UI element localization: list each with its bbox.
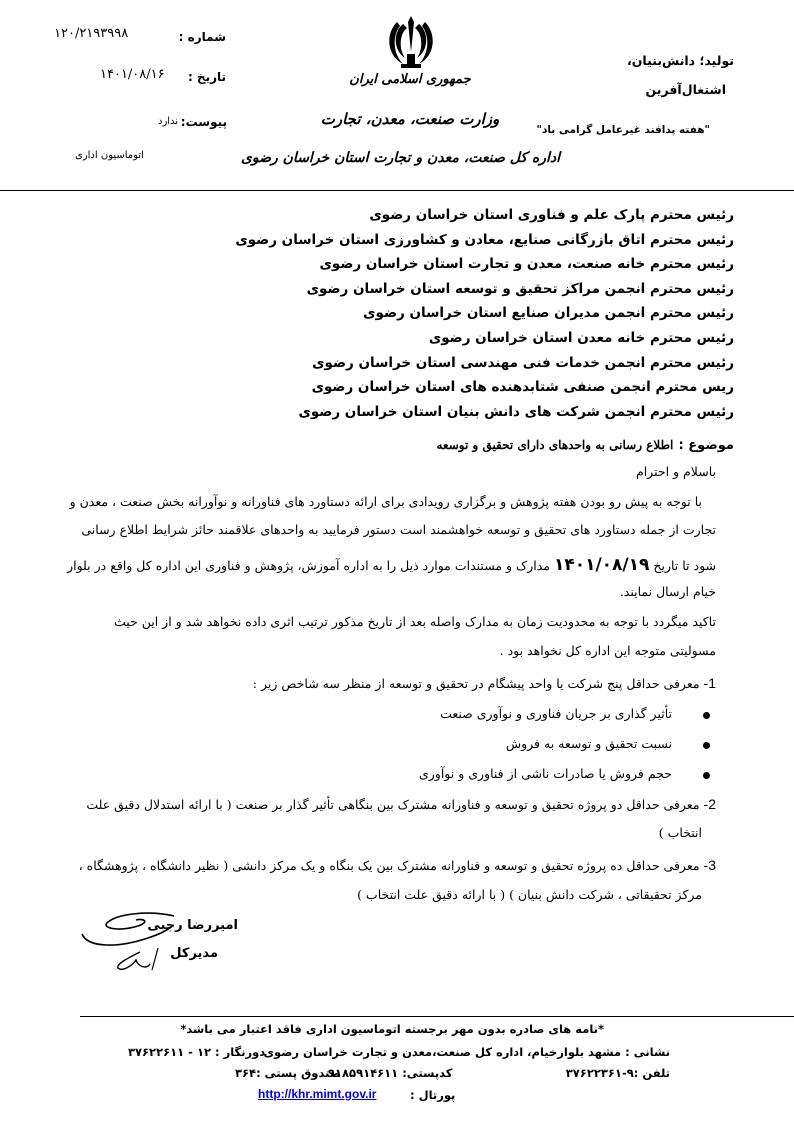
subject-text: اطلاع رسانی به واحدهای دارای تحقیق و توسعه — [436, 438, 674, 452]
letter-number: ۱۲۰/۲۱۹۳۹۹۸ — [54, 26, 129, 41]
letter-number-label: شماره : — [178, 30, 226, 44]
recipient-item: رئیس محترم انجمن شرکت های دانش بنیان استان خراسان رضوی — [298, 403, 734, 420]
para1-line1: با توجه به پیش رو بودن هفته پژوهش و برگزاری رویدادی برای ارائه دستاورد های فناورانه و نوآورانه بخش صنعت ، معدن و — [69, 494, 702, 509]
deadline-date: ۱۴۰۱/۰۸/۱۹ — [553, 555, 650, 575]
bullet-icon — [703, 712, 710, 719]
para2-line2: مسولیتی متوجه این اداره کل نخواهد بود . — [499, 643, 716, 658]
para2-line1: تاکید میگردد با توجه به محدودیت زمان به مدارک واصله بعد از تاریخ مذکور ترتیب اثری داده نخواهد شد و از این حیث — [113, 614, 716, 629]
list-item-continued: انتخاب ) — [658, 825, 702, 840]
para1-line4: خیام ارسال نمایند. — [619, 584, 716, 599]
bullet-item: حجم فروش یا صادرات ناشی از فناوری و نوآوری — [418, 766, 672, 781]
recipient-item: رئیس محترم خانه معدن استان خراسان رضوی — [428, 329, 734, 346]
recipient-item: رئیس محترم اتاق بازرگانی صنایع، معادن و کشاورزی استان خراسان رضوی — [235, 231, 734, 248]
recipient-item: رئیس محترم انجمن مراکز تحقیق و توسعه استان خراسان رضوی — [306, 280, 734, 297]
para1-line2: تجارت از جمله دستاورد های تحقیق و توسعه خواهشمند است دستور فرمایید به واحدهای علاقمند حائز شرایط اطلاع رسانی — [81, 522, 716, 537]
bullet-icon — [703, 772, 710, 779]
attachment-label: پیوست: — [180, 115, 227, 129]
footer-divider — [80, 1016, 794, 1017]
office-title: اداره کل صنعت، معدن و تجارت استان خراسان رضوی — [240, 150, 560, 166]
list-item-continued: مرکز تحقیقاتی ، شرکت دانش بنیان ) ( با ارائه دقیق علت انتخاب ) — [357, 887, 702, 902]
list-item: 1- معرفی حداقل پنج شرکت یا واحد پیشگام در تحقیق و توسعه از منظر سه شاخص زیر : — [252, 675, 716, 691]
iran-emblem-icon — [387, 12, 435, 70]
automation-note: اتوماسیون اداری — [75, 150, 144, 161]
signatory-title: مدیرکل — [170, 946, 218, 961]
footer-phone: تلفن :۹-۳۷۶۲۲۳۶۱ — [565, 1066, 670, 1080]
footer-address: نشانی : مشهد بلوارخیام، اداره کل صنعت،معدن و تجارت خراسان رضوی — [263, 1045, 670, 1059]
footer-po-box: صندوق پستی :۳۶۴ — [235, 1066, 341, 1080]
republic-title: جمهوری اسلامی ایران — [349, 72, 471, 87]
list-item: 2- معرفی حداقل دو پروژه تحقیق و توسعه و فناورانه مشترک بین بنگاهی تأثیر گذار بر صنعت ( با ارائه استدلال دقیق علت — [86, 796, 716, 812]
footer-fax: دورنگار : ۱۲ - ۳۷۶۲۲۶۱۱ — [128, 1045, 266, 1059]
header-divider — [0, 190, 794, 191]
recipient-item: ریس محترم انجمن صنفی شتابدهنده های استان خراسان رضوی — [311, 379, 734, 396]
subject-line — [436, 434, 734, 453]
para1-line3: شود تا تاریخ ۱۴۰۱/۰۸/۱۹ مدارک و مستندات موارد ذیل را به اداره آموزش، پژوهش و فناوری این اداره کل واقع در بلوار — [67, 555, 716, 575]
recipient-item: رئیس محترم انجمن خدمات فنی مهندسی استان خراسان رضوی — [312, 354, 734, 371]
recipient-item: رئیس محترم خانه صنعت، معدن و تجارت استان خراسان رضوی — [319, 256, 734, 273]
signatory-name: امیررضا رجبی — [147, 918, 238, 933]
bullet-item: نسبت تحقیق و توسعه به فروش — [505, 736, 672, 751]
ministry-title: وزارت صنعت، معدن، تجارت — [320, 110, 500, 128]
recipient-item: رئیس محترم پارک علم و فناوری استان خراسان رضوی — [369, 207, 734, 223]
slogan-line2: اشتغال‌آفرین — [645, 82, 726, 97]
recipient-list — [174, 203, 734, 424]
letter-date: ۱۴۰۱/۰۸/۱۶ — [100, 67, 165, 82]
validity-notice: *نامه های صادره بدون مهر برجسته اتوماسیون اداری فاقد اعتبار می باشد* — [180, 1022, 604, 1036]
portal-label: پورتال : — [410, 1088, 456, 1102]
list-item: 3- معرفی حداقل ده پروژه تحقیق و توسعه و فناورانه مشترک بین یک بنگاه و یک مرکز دانشی ( نظیر دانشگاه ، پژوهشگاه ، — [78, 857, 716, 873]
bullet-item: تأثیر گذاری بر جریان فناوری و نوآوری صنعت — [440, 706, 672, 721]
subject-label: موضوع : — [678, 438, 734, 453]
slogan-line1: تولید؛ دانش‌بنیان، — [627, 53, 734, 68]
portal-link[interactable]: http://khr.mimt.gov.ir — [258, 1087, 377, 1101]
greeting: باسلام و احترام — [635, 464, 716, 479]
bullet-icon — [703, 742, 710, 749]
footer-postal-code: کدپستی: ۹۱۸۵۹۱۴۶۱۱ — [328, 1066, 453, 1080]
letter-date-label: تاریخ : — [187, 70, 226, 84]
attachment-value: ندارد — [158, 116, 179, 127]
recipient-item: رئیس محترم انجمن مدیران صنایع استان خراسان رضوی — [363, 305, 734, 322]
week-note: "هفته پدافند غیرعامل گرامی باد" — [536, 124, 710, 136]
